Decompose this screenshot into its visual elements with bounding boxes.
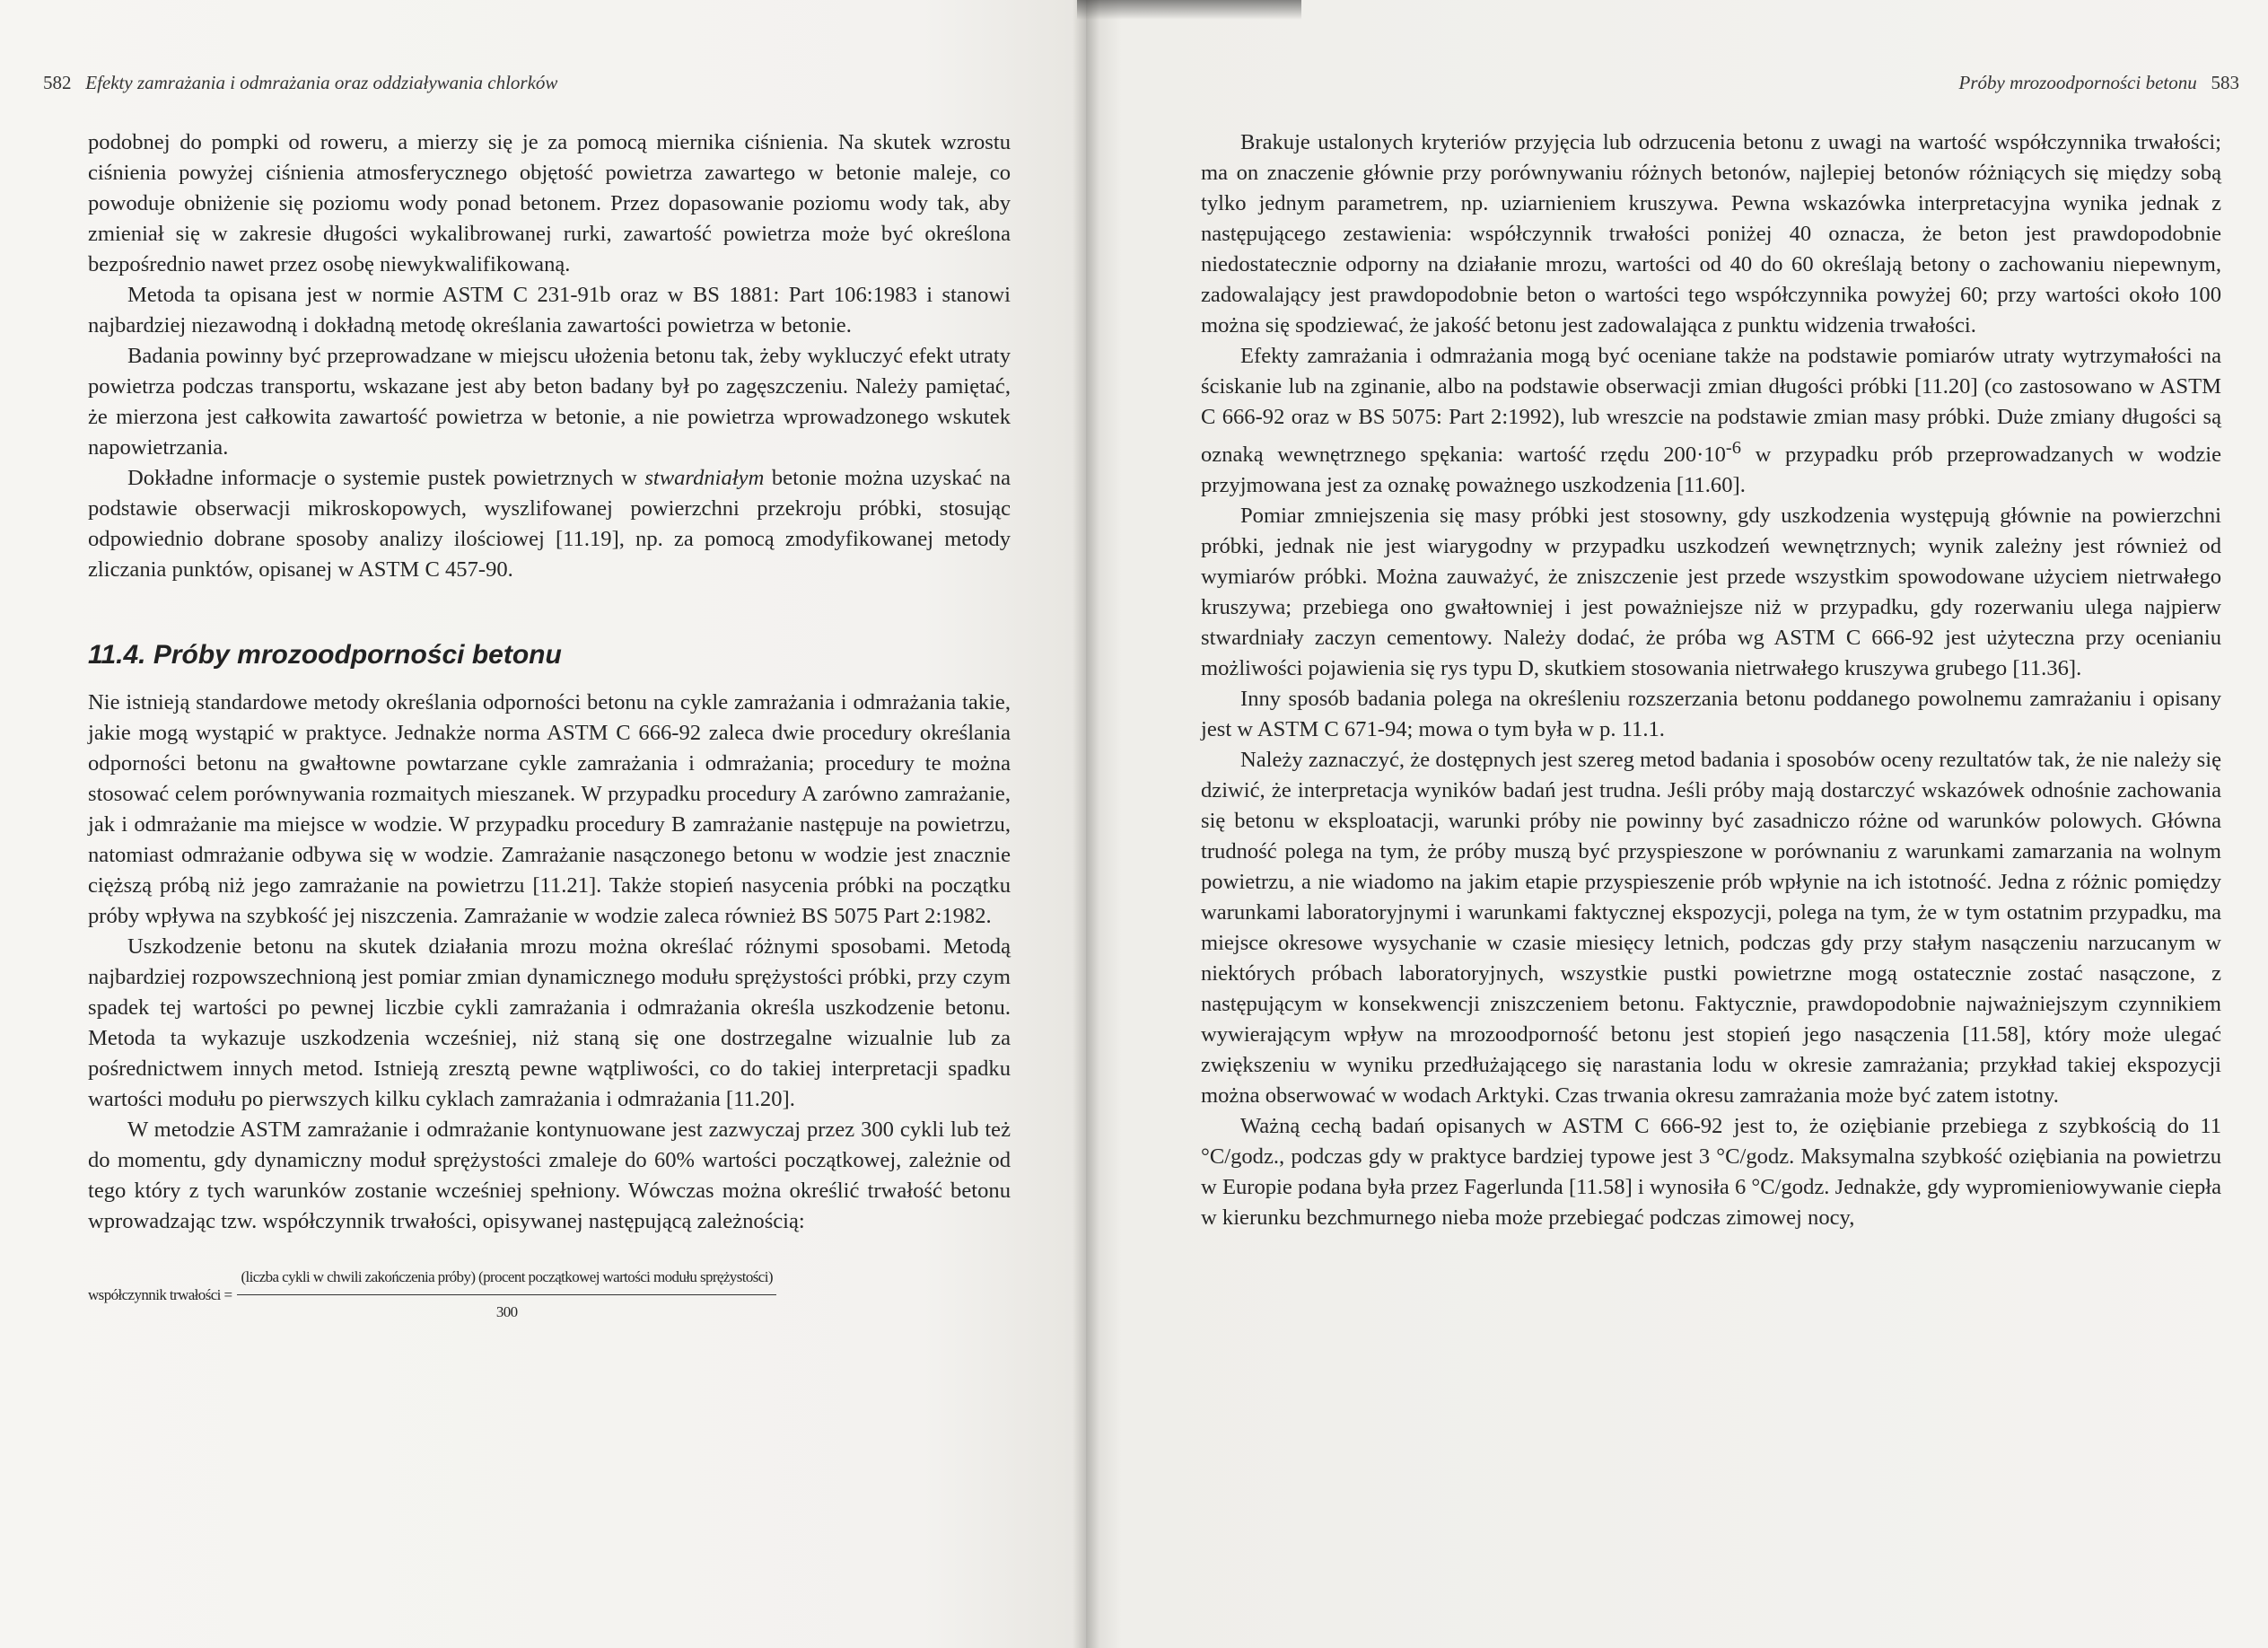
- paragraph: Inny sposób badania polega na określeniu rozszerzania betonu poddanego powolnemu zamrażaniu i opisany jest w ASTM C 671-94; mowa o tym była w p. 11.1.: [1201, 687, 2221, 742]
- paragraph: Badania powinny być przeprowadzane w miejscu ułożenia betonu tak, żeby wykluczyć efekt utraty powietrza podczas transportu, wskazane jest aby beton badany był po zagęszczeniu. Należy pamiętać, że mierzona jest całkowita zawartość powietrza w betonie, a nie powietrza wprowadzonego wskutek napowietrzania.: [88, 344, 1011, 460]
- paragraph: Należy zaznaczyć, że dostępnych jest szereg metod badania i sposobów oceny rezultatów tak, że nie należy się dziwić, że interpretacja wyników badań jest trudna. Jeśli próby mają dostarczyć wskazówek odnośnie zachowania się betonu w eksploatacji, warunki próby nie powinny być zasadniczo różne od warunków polowych. Główna trudność polega na tym, że próby muszą być przyspieszone w porównaniu z warunkami zamarzania na wolnym powietrzu, a nie wiadomo na jakim etapie przyspieszenie prób wpłynie na ich istotność. Jedna z różnic pomiędzy warunkami laboratoryjnymi i warunkami faktycznej ekspozycji, polega na tym, że w tym ostatnim przypadku, ma miejsce okresowe wysychanie w czasie miesięcy letnich, podczas gdy przy stałym nasączeniu narzucanym w niektórych próbach laboratoryjnych, wszystkie pustki powietrzne mogą ostatecznie zostać nasączone, z następującym w konsekwencji zniszczeniem betonu. Faktycznie, prawdopodobnie najważniejszym czynnikiem wywierającym wpływ na mrozoodporność betonu jest stopień jego nasączenia [11.58], który może ulegać zwiększeniu w wyniku przedłużającego się narastania lodu w okresie zamrażania; przykład takiej ekspozycji można obserwować w wodach Arktyki. Czas trwania okresu zamrażania może być zatem istotny.: [1201, 748, 2221, 1109]
- paragraph: Metoda ta opisana jest w normie ASTM C 231-91b oraz w BS 1881: Part 106:1983 i stanowi najbardziej niezawodną i dokładną metodę określania zawartości powietrza w betonie.: [88, 283, 1011, 337]
- paragraph-text: betonie można uzyskać na podstawie obserwacji mikroskopowych, wyszlifowanej powierzchni przekroju próbki, stosując odpowiednio dobrane sposoby analizy ilościowej [11.19], np. za pomocą zmodyfikowanej metody zliczania punktów, opisanej w ASTM C 457-90.: [88, 466, 1011, 582]
- paragraph: Pomiar zmniejszenia się masy próbki jest stosowny, gdy uszkodzenia występują głównie na powierzchni próbki, jednak nie jest wiarygodny w przypadku uszkodzeń wewnętrznych; wynik zależny jest również od wymiarów próbki. Można zauważyć, że zniszczenie jest przede wszystkim spowodowane użyciem nietrwałego kruszywa; przebiega ono gwałtowniej i jest poważniejsze niż w przypadku, gdy rozerwaniu ulega najpierw stwardniały zaczyn cementowy. Należy dodać, że próba wg ASTM C 666-92 jest użyteczna przy ocenianiu możliwości pojawienia się rys typu D, skutkiem stosowania nietrwałego kruszywa grubego [11.36].: [1201, 504, 2221, 681]
- right-page-number: 583: [2211, 72, 2239, 93]
- superscript: -6: [1725, 438, 1741, 458]
- right-running-header: [1959, 72, 2239, 94]
- emphasis-text: stwardniałym: [644, 466, 765, 490]
- paragraph: Ważną cechą badań opisanych w ASTM C 666-92 jest to, że oziębianie przebiega z szybkością do 11 °C/godz., podczas gdy w praktyce bardziej typowe jest 3 °C/godz. Maksymalna szybkość oziębiania na powietrzu w Europie podana była przez Fagerlunda [11.58] i wynosiła 6 °C/godz. Jednakże, gdy wypromieniowywanie ciepła w kierunku bezchmurnego nieba może przebiegać podczas zimowej nocy,: [1201, 1114, 2221, 1231]
- top-shadow: [1077, 0, 1301, 20]
- paragraph-text: Efekty zamrażania i odmrażania mogą być oceniane także na podstawie pomiarów utraty wytrzymałości na ściskanie lub na zginanie, albo na podstawie obserwacji zmian długości próbki [11.20] (co zastosowano w ASTM C 666-92 oraz w BS 5075: Part 2:1992), lub wreszcie na podstawie zmian masy próbki. Duże zmiany długości są oznaką wewnętrznego spękania: wartość rzędu 200·10: [1201, 344, 2221, 468]
- right-running-title: Próby mrozoodporności betonu: [1958, 72, 2197, 93]
- paragraph: podobnej do pompki od roweru, a mierzy się je za pomocą miernika ciśnienia. Na skutek wzrostu ciśnienia powyżej ciśnienia atmosferycznego objętość powietrza zawartego w betonie maleje, co powoduje obniżenie się poziomu wody ponad betonem. Przez dopasowanie poziomu wody tak, aby zmieniał się w zakresie długości wykalibrowanej rurki, zawartość powietrza może być określona bezpośrednio nawet przez osobę niewykwalifikowaną.: [88, 130, 1011, 276]
- paragraph: Nie istnieją standardowe metody określania odporności betonu na cykle zamrażania i odmrażania takie, jakie mogą wystąpić w praktyce. Jednakże norma ASTM C 666-92 zaleca dwie procedury określania odporności betonu na gwałtowne powtarzane cykle zamrażania i odmrażania; procedury te można stosować celem porównywania rozmaitych mieszanek. W przypadku procedury A zarówno zamrażanie, jak i odmrażanie ma miejsce w wodzie. W przypadku procedury B zamrażanie następuje na powietrzu, natomiast odmrażanie odbywa się w wodzie. Zamrażanie nasączonego betonu w wodzie jest znacznie cięższą próbą niż jego zamrażanie na powietrzu [11.21]. Także stopień nasycenia próbki na początku próby wpływa na szybkość jej niszczenia. Zamrażanie w wodzie zaleca również BS 5075 Part 2:1982.: [88, 690, 1011, 928]
- left-running-title: Efekty zamrażania i odmrażania oraz oddziaływania chlorków: [85, 72, 558, 93]
- section-heading: 11.4. Próby mrozoodporności betonu: [88, 640, 562, 670]
- left-running-header: [43, 72, 557, 94]
- formula-lhs: współczynnik trwałości =: [88, 1285, 232, 1303]
- paragraph: [1201, 341, 2221, 501]
- formula-fraction: [237, 1262, 775, 1328]
- right-page-body: [1201, 127, 2221, 1233]
- paragraph: W metodzie ASTM zamrażanie i odmrażanie kontynuowane jest zazwyczaj przez 300 cykli lub też do momentu, gdy dynamiczny moduł sprężystości zmaleje do 60% wartości początkowej, zależnie od tego który z tych warunków zostanie wcześniej spełniony. Wówczas można określić trwałość betonu wprowadzając tzw. współczynnik trwałości, opisywanej następującą zależnością:: [88, 1118, 1011, 1233]
- formula-denominator: 300: [495, 1303, 518, 1320]
- left-page-body: [88, 127, 1011, 1328]
- book-gutter: [1073, 0, 1099, 1648]
- paragraph-text: Dokładne informacje o systemie pustek powietrznych w: [127, 466, 645, 490]
- left-page-number: 582: [43, 72, 72, 93]
- paragraph-text: w przypadku prób przeprowadzanych w wodzie przyjmowana jest za oznakę poważnego uszkodzenia [11.60].: [1201, 443, 2221, 498]
- paragraph: Uszkodzenie betonu na skutek działania mrozu można określać różnymi sposobami. Metodą najbardziej rozpowszechnioną jest pomiar zmian dynamicznego modułu sprężystości próbki, przy czym spadek tej wartości po pewnej liczbie cykli zamrażania i odmrażania określa uszkodzenie betonu. Metoda ta wykazuje uszkodzenia wcześniej, niż staną się one dostrzegalne wizualnie lub za pośrednictwem innych metod. Istnieją zresztą pewne wątpliwości, co do takiej interpretacji spadku wartości modułu po pierwszych kilku cyklach zamrażania i odmrażania [11.20].: [88, 934, 1011, 1111]
- left-page: [0, 0, 1086, 1648]
- formula-numerator: (liczba cykli w chwili zakończenia próby) (procent początkowej wartości modułu sprężystości): [237, 1262, 775, 1295]
- paragraph: [88, 463, 1011, 585]
- paragraph: Brakuje ustalonych kryteriów przyjęcia lub odrzucenia betonu z uwagi na wartość współczynnika trwałości; ma on znaczenie głównie przy porównywaniu różnych betonów, najlepiej betonów różniących się między sobą tylko jednym parametrem, np. uziarnieniem kruszywa. Pewna wskazówka interpretacyjna wynika jednak z następującego zestawienia: współczynnik trwałości poniżej 40 oznacza, że beton jest prawdopodobnie niedostatecznie odporny na działanie mrozu, wartości od 40 do 60 określają betony o zachowaniu niepewnym, zadowalający jest prawdopodobnie beton o wartości tego współczynnika powyżej 60; przy wartości około 100 można się spodziewać, że jakość betonu jest zadowalająca z punktu widzenia trwałości.: [1201, 130, 2221, 337]
- durability-formula: [88, 1262, 1011, 1328]
- right-page: [1086, 0, 2268, 1648]
